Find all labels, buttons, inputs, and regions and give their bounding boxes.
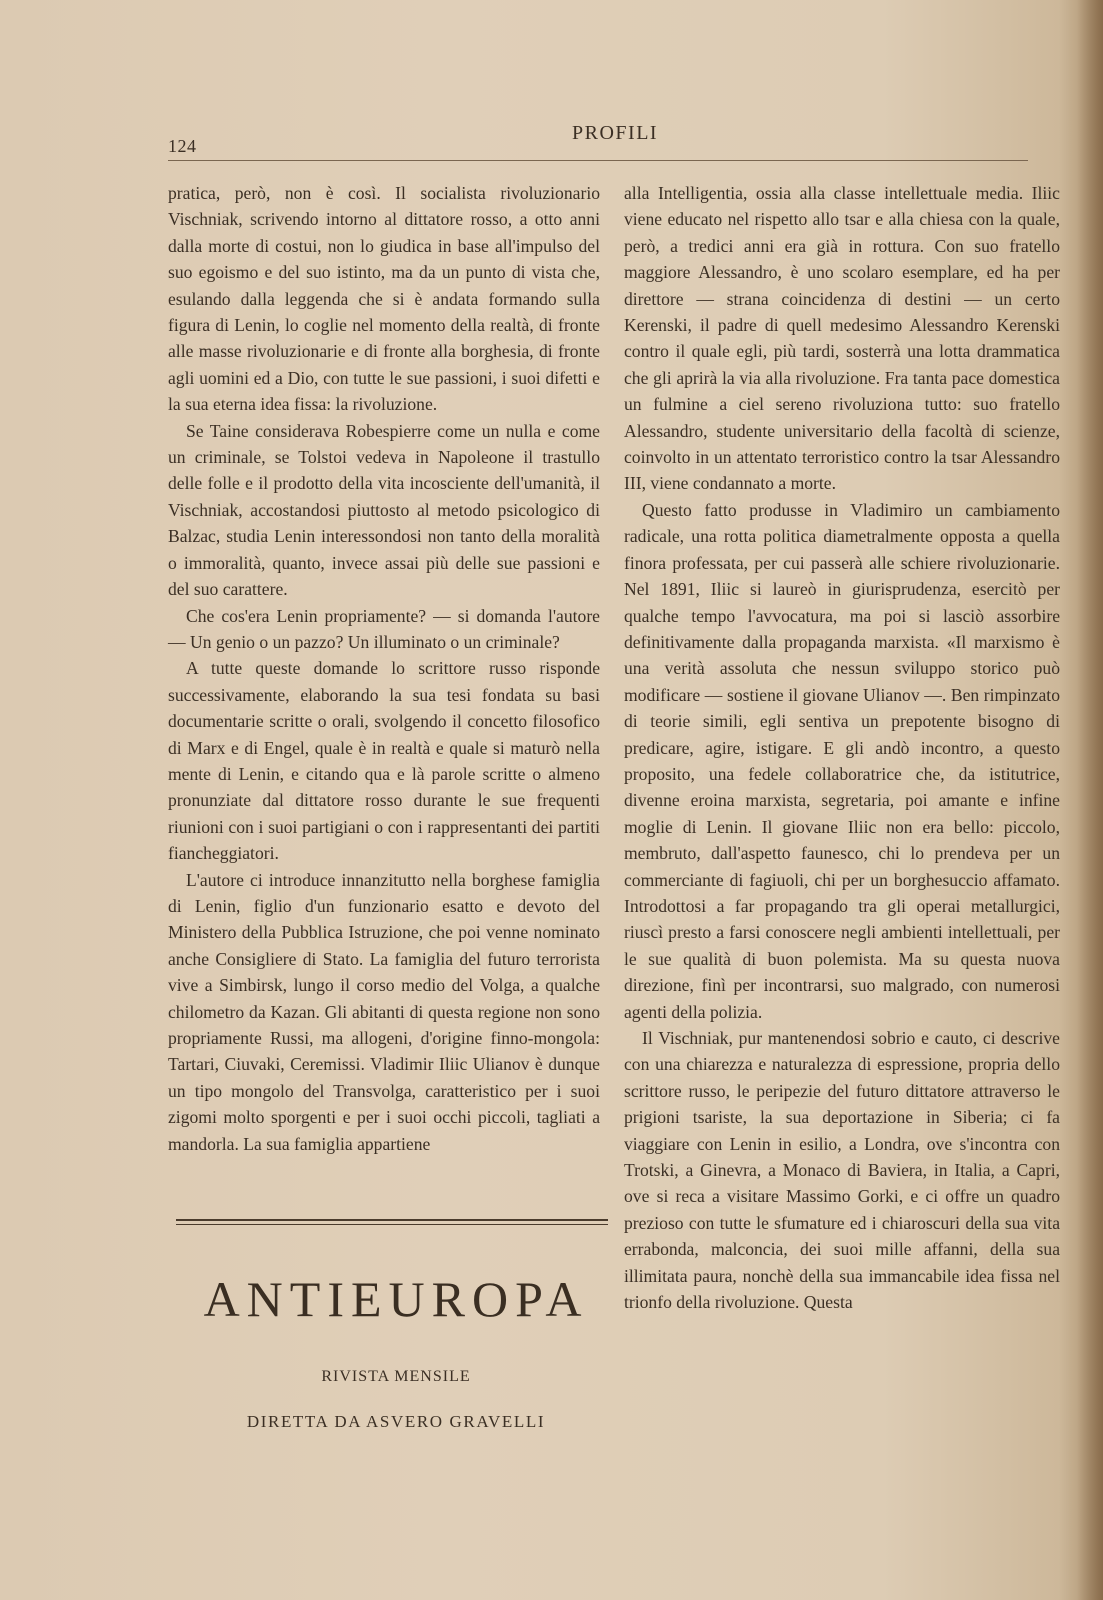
paragraph: A tutte queste domande lo scrittore russo risponde successivamente, elaborando la sua tesi fondata su basi documentarie scritte o orali, svolgendo il concetto filosofico di Marx e di Engel, quale è in realtà e quale si maturò nella mente di Lenin, e citando qua e là parole scritte o almeno pronunziate dal dittatore rosso durante le sue frequenti riunioni con i suoi partigiani o con i rappresentanti dei partiti fiancheggiatori. (168, 658, 600, 864)
header-rule (168, 160, 1028, 161)
paragraph: Il Vischniak, pur mantenendosi sobrio e cauto, ci descrive con una chiarezza e naturalezza di espressione, propria dello scrittore russo, le peripezie del futuro dittatore attraverso le prigioni tsariste, la sua deportazione in Siberia; ci fa viaggiare con Lenin in esilio, a Londra, ove s'incontra con Trotski, a Ginevra, a Monaco di Baviera, in Italia, a Capri, ove si reca a visitare Massimo Gorki, e ci offre un quadro prezioso con tutte le sfumature ed i chiaroscuri della sua vita errabonda, malconcia, dei suoi mille affanni, della sua illimitata paura, nonchè della sua immancabile idea fissa nel trionfo della rivoluzione. Questa (624, 1028, 1060, 1313)
advertisement-subtitle: RIVISTA MENSILE (321, 1368, 471, 1385)
page-header (168, 120, 1048, 154)
right-text-column (624, 180, 1060, 1315)
left-text-column (168, 180, 600, 1157)
advertisement-divider (176, 1219, 608, 1225)
page-edge-shadow (1077, 0, 1103, 1600)
advertisement-title: ANTIEUROPA (203, 1271, 589, 1327)
paragraph: Che cos'era Lenin propriamente? — si domanda l'autore — Un genio o un pazzo? Un illuminato o un criminale? (168, 605, 600, 652)
paragraph: Se Taine considerava Robespierre come un nulla e come un criminale, se Tolstoi vedeva in Napoleone il trastullo delle folle e il prodotto della vita incosciente dell'umanità, il Vischniak, accostandosi piuttosto al metodo psicologico di Balzac, studia Lenin interessondosi non tanto della moralità o immoralità, quanto, invece assai più delle sue passioni e del suo carattere. (168, 420, 600, 600)
paragraph: pratica, però, non è così. Il socialista rivoluzionario Vischniak, scrivendo intorno al dittatore rosso, a otto anni dalla morte di costui, non lo giudica in base all'impulso del suo egoismo e del suo istinto, ma da un punto di vista che, esulando dalla leggenda che si è andata formando sulla figura di Lenin, lo coglie nel momento della realtà, di fronte alle masse rivoluzionarie e di fronte alla borghesia, di fronte agli uomini ed a Dio, con tutte le sue passioni, i suoi difetti e la sua eterna idea fissa: la rivoluzione. (168, 183, 600, 415)
page-number: 124 (168, 136, 197, 156)
paragraph: Questo fatto produsse in Vladimiro un cambiamento radicale, una rotta politica diametralmente opposta a quella finora professata, per cui passerà alle schiere rivoluzionarie. Nel 1891, Iliic si laureò in giurisprudenza, esercitò per qualche tempo l'avvocatura, ma poi si lasciò assorbire definitivamente dalla propaganda marxista. «Il marxismo è una verità assoluta che nessun sviluppo storico può modificare — sostiene il giovane Ulianov —. Ben rimpinzato di teorie simili, egli sentiva un prepotente bisogno di predicare, agire, istigare. E gli andò incontro, a questo proposito, una fedele collaboratrice che, da istitutrice, divenne eroina marxista, segretaria, poi amante e infine moglie di Lenin. Il giovane Iliic non era bello: piccolo, membruto, dall'aspetto faunesco, chi lo prendeva per un commerciante di fagiuoli, chi per un borghesuccio affamato. Introdottosi a far propagando tra gli operai metallurgici, riuscì presto a farsi conoscere negli ambienti intellettuali, per le sue qualità di buon polemista. Ma su questa nuova direzione, finì per incontrarsi, suo malgrado, con numerosi agenti della polizia. (624, 499, 1060, 1022)
paragraph: L'autore ci introduce innanzitutto nella borghese famiglia di Lenin, figlio d'un funzionario esatto e devoto del Ministero della Pubblica Istruzione, che poi venne nominato anche Consigliere di Stato. La famiglia del futuro terrorista vive a Simbirsk, lungo il corso medio del Volga, a qualche chilometro da Kazan. Gli abitanti di questa regione non sono propriamente Russi, ma allogeni, d'origine finno-mongola: Tartari, Ciuvaki, Ceremissi. Vladimir Iliic Ulianov è dunque un tipo mongolo del Transvolga, caratteristico per i suoi zigomi molto sporgenti e per i suoi occhi piccoli, tagliati a mandorla. La sua famiglia appartiene (168, 869, 600, 1154)
running-title: PROFILI (572, 122, 659, 144)
paragraph: alla Intelligentia, ossia alla classe intellettuale media. Iliic viene educato nel rispetto allo tsar e alla chiesa con la quale, però, a tredici anni era già in rottura. Con suo fratello maggiore Alessandro, è uno scolaro esemplare, ed ha per direttore — strana coincidenza di destini — un certo Kerenski, il padre di quell medesimo Alessandro Kerenski contro il quale egli, più tardi, sosterrà una lotta drammatica che gli aprirà la via alla rivoluzione. Fra tanta pace domestica un fulmine a ciel sereno rivoluziona tutto: suo fratello Alessandro, studente universitario della facoltà di scienze, coinvolto in un attentato terroristico contro la tsar Alessandro III, viene condannato a morte. (624, 183, 1060, 494)
advertisement-director-line: DIRETTA DA ASVERO GRAVELLI (246, 1412, 546, 1431)
